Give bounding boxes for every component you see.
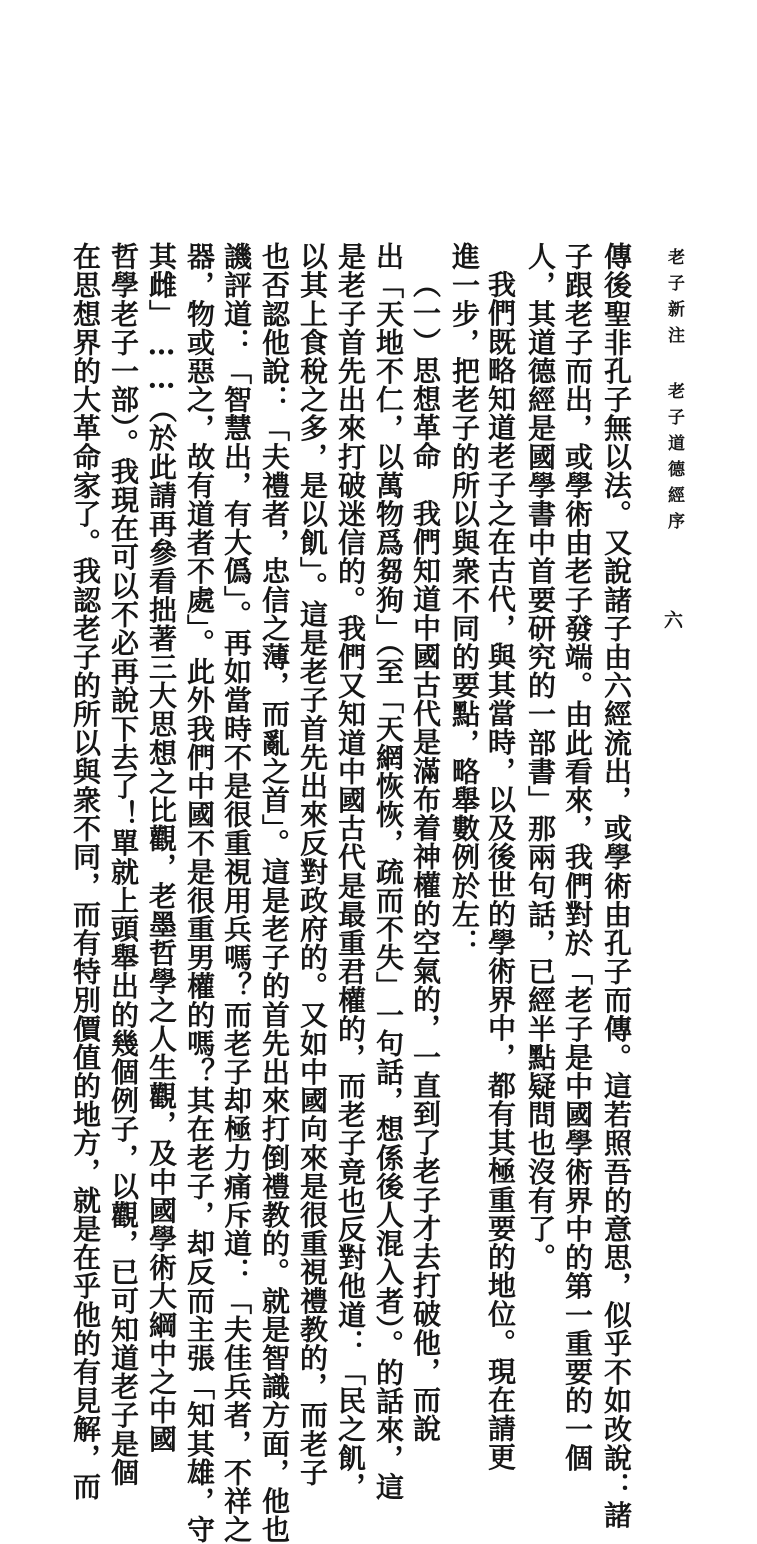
text-column-14: 哲學老子一部）。我現在可以不必再說下去了！單就上頭舉出的幾個例子，以觀，已可知道老子是個 bbox=[107, 242, 140, 1487]
text-column-10: 也否認他說：「夫禮者，忠信之薄，而亂之首」。這是老子的首先出來打倒禮教的。就是智識方面，他也 bbox=[258, 242, 291, 1544]
page-number: 六 bbox=[661, 610, 683, 629]
text-column-1: 傳後聖非孔子無以法。又說諸子由六經流出，或學術由孔子而傳。這若照吾的意思，似乎不如改說：諸 bbox=[600, 242, 633, 1529]
section-title: 老子道德經序 bbox=[664, 382, 684, 538]
text-column-8: 是老子首先出來打破迷信的。我們又知道中國古代是最重君權的，而老子竟也反對他道：「民之飢， bbox=[334, 242, 367, 1501]
text-column-2: 子跟老子而出，或學術由老子發端。由此看來，我們對於「老子是中國學術界中的第一重要的一個 bbox=[561, 242, 594, 1472]
text-column-12: 器，物或惡之，故有道者不處」。此外我們中國不是很重男權的嗎？其在老子，却反而主張「知其雄，守 bbox=[183, 242, 216, 1544]
text-column-4: 我們既略知道老子之在古代，與其當時，以及後世的學術界中，都有其極重要的地位。現在請更 bbox=[484, 270, 517, 1472]
text-column-3: 人，其道德經是國學書中首要研究的一部書」那兩句話，已經半點疑問也沒有了。 bbox=[524, 242, 557, 1272]
text-column-13: 其雌」……（於此請再參看拙著三大思想之比觀，老墨哲學之人生觀，及中國學術大綱中之中國 bbox=[145, 242, 178, 1454]
text-column-5: 進一步，把老子的所以與衆不同的要點，略舉數例於左： bbox=[448, 242, 481, 957]
text-column-11: 譏評道：「智慧出，有大僞」。再如當時不是很重視用兵嗎？而老子却極力痛斥道：「夫佳兵者，不祥之 bbox=[220, 242, 253, 1544]
running-header bbox=[665, 248, 682, 538]
book-title: 老子新注 bbox=[664, 248, 684, 352]
text-column-15: 在思想界的大革命家了。我認老子的所以與衆不同，而有特別價值的地方，就是在乎他的有見解，而 bbox=[69, 242, 102, 1501]
text-column-7: 出「天地不仁，以萬物爲芻狗」（至「天網恢恢，疏而不失」一句話，想係後人混入者）。的話來，這 bbox=[372, 242, 405, 1501]
text-column-9: 以其上食稅之多，是以飢」。這是老子首先出來反對政府的。又如中國向來是很重視禮教的，而老子 bbox=[296, 242, 329, 1487]
text-column-6: （一）思想革命 我們知道中國古代是滿布着神權的空氣的，一直到了老子才去打破他，而說 bbox=[409, 270, 442, 1443]
